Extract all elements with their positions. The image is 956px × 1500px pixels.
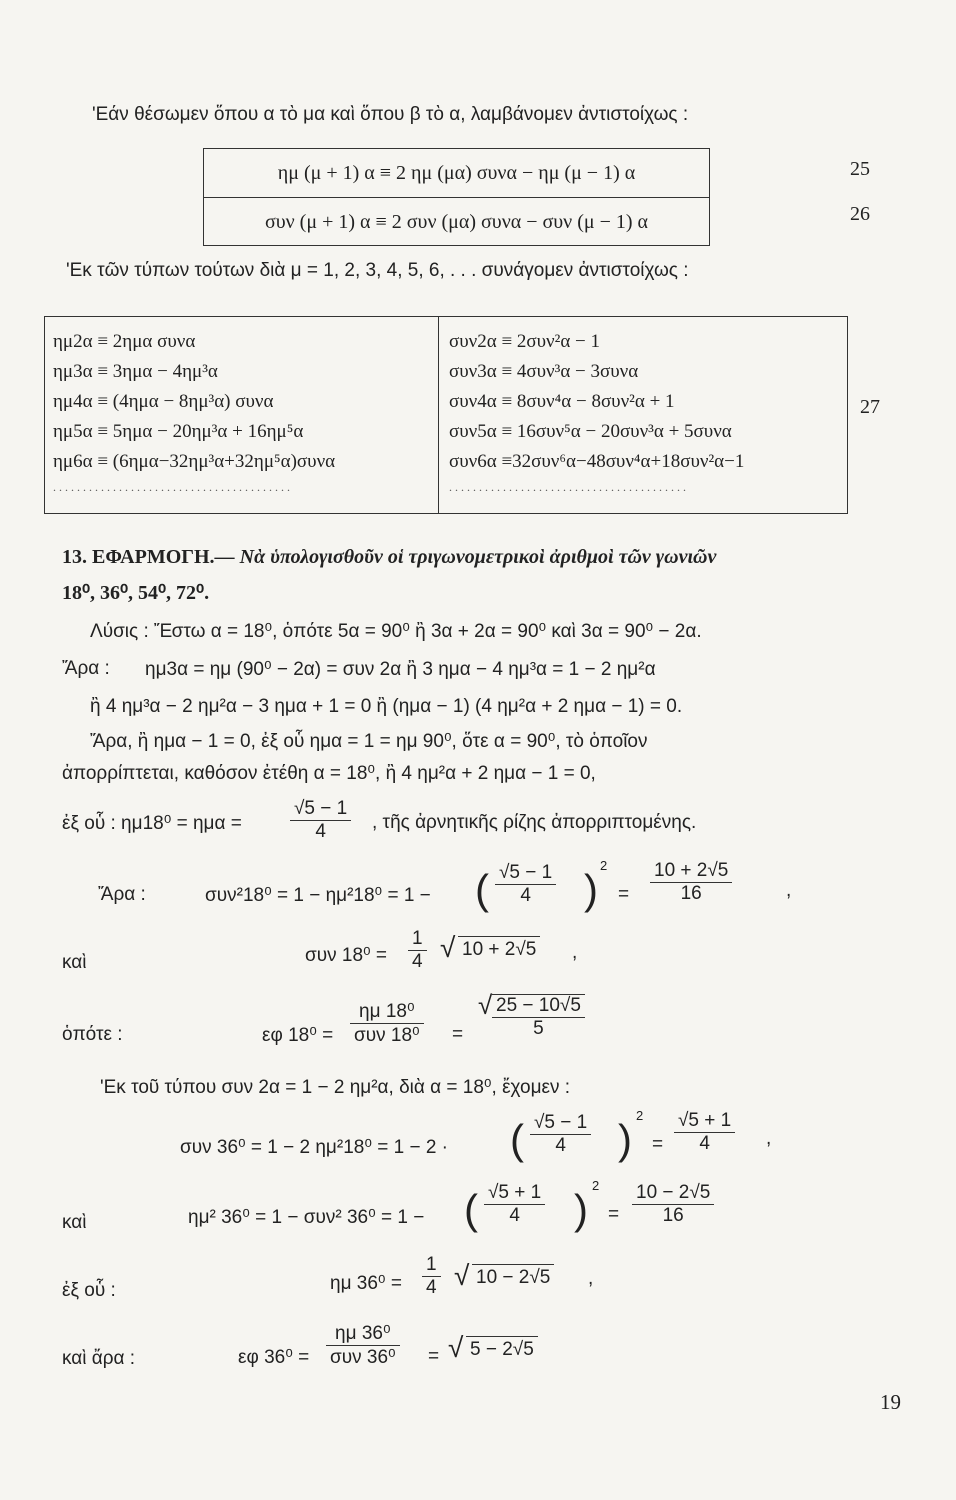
label-ex-ou: ἐξ οὗ :: [62, 1280, 116, 1301]
solution-line-10: 'Εκ τοῦ τύπου συν 2α = 1 − 2 ημ²α, διὰ α = 18⁰, ἔχομεν :: [100, 1077, 571, 1098]
sine-column: [45, 317, 439, 513]
exponent-2: 2: [600, 858, 608, 873]
numerator: 10 + 2√5: [650, 860, 732, 883]
fraction-root5m1-over-4: [530, 1112, 591, 1157]
fraction-root5m1-over-4: [495, 862, 556, 907]
section-number: 13. ΕΦΑΡΜΟΓΗ.—: [62, 546, 235, 568]
left-paren: (: [475, 866, 489, 913]
solution-line-11: συν 36⁰ = 1 − 2 ημ²18⁰ = 1 − 2 ·: [180, 1137, 449, 1158]
label-opote: ὁπότε :: [62, 1024, 123, 1045]
comma: ,: [766, 1128, 772, 1149]
cosine-row: συν6α ≡32συν⁶α−48συν⁴α+18συν²α−1: [449, 451, 745, 472]
cosine-row: συν4α ≡ 8συν⁴α − 8συν²α + 1: [449, 391, 675, 412]
comma: ,: [572, 942, 578, 963]
identity-25: ημ (μ + 1) α ≡ 2 ημ (μα) συνα − ημ (μ − 1) α: [204, 149, 709, 198]
solution-line-5: ἀπορρίπτεται, καθόσον ἐτέθη α = 18⁰, ἢ 4 ημ²α + 2 ημα − 1 = 0,: [62, 763, 596, 784]
denominator: 4: [412, 951, 423, 972]
equals: =: [428, 1346, 440, 1367]
solution-line-3: ἢ 4 ημ³α − 2 ημ²α − 3 ημα + 1 = 0 ἢ (ημα − 1) (4 ημ²α + 2 ημα − 1) = 0.: [90, 696, 683, 717]
fraction-10m2root5-over-16: [632, 1182, 714, 1227]
denominator: συν 36⁰: [330, 1347, 396, 1368]
denominator: 4: [509, 1205, 520, 1226]
numerator: ημ 18⁰: [350, 1000, 424, 1024]
fraction-sin18-over-cos18: [350, 1000, 424, 1047]
comma: ,: [588, 1268, 594, 1289]
second-line: 'Εκ τῶν τύπων τούτων διὰ μ = 1, 2, 3, 4, 5, 6, . . . συνάγομεν ἀντιστοίχως :: [66, 260, 689, 281]
fraction-sin36-over-cos36: [326, 1322, 400, 1369]
solution-line-9: εφ 18⁰ =: [262, 1025, 334, 1046]
label-kai-2: καὶ: [62, 1212, 87, 1233]
denominator: 4: [520, 885, 531, 906]
fraction-root5p1-over-4: [484, 1182, 545, 1227]
right-paren: ): [574, 1186, 588, 1233]
section-title: Νὰ ὑπολογισθοῦν οἱ τριγωνομετρικοὶ ἀριθμοὶ τῶν γωνιῶν: [239, 546, 717, 568]
cosine-column: [439, 317, 847, 513]
numerator: 1: [408, 928, 427, 951]
numerator: √5 + 1: [484, 1182, 545, 1205]
numerator: √5 − 1: [530, 1112, 591, 1135]
radical-sign: √: [478, 990, 493, 1020]
label-ara-1: Ἄρα :: [62, 658, 110, 679]
cosine-row: συν5α ≡ 16συν⁵α − 20συν³α + 5συνα: [449, 421, 732, 442]
intro-line: 'Εάν θέσωμεν ὅπου α τὸ μα καὶ ὅπου β τὸ α, λαμβάνομεν ἀντιστοίχως :: [92, 104, 689, 125]
cosine-row: συν2α ≡ 2συν²α − 1: [449, 331, 601, 352]
right-paren: ): [584, 866, 598, 913]
radicand-10p2root5: 10 + 2√5: [458, 936, 540, 963]
sine-row: ημ4α ≡ (4ημα − 8ημ³α) συνα: [53, 391, 274, 412]
numerator: √5 + 1: [674, 1110, 735, 1133]
eq-number-26: 26: [850, 203, 870, 225]
solution-line-14: εφ 36⁰ =: [238, 1347, 310, 1368]
solution-line-6-pre: ἐξ οὗ : ημ18⁰ = ημα =: [62, 813, 242, 834]
comma: ,: [786, 880, 792, 901]
exponent-2: 2: [592, 1178, 600, 1193]
numerator: √5 − 1: [495, 862, 556, 885]
denominator: συν 18⁰: [354, 1025, 420, 1046]
equals: =: [652, 1134, 664, 1155]
cosine-row: συν3α ≡ 4συν³α − 3συνα: [449, 361, 639, 382]
denominator: 16: [662, 1205, 684, 1226]
identity-box-25-26: [203, 148, 710, 246]
solution-line-6-post: , τῆς ἀρνητικῆς ρίζης ἀπορριπτομένης.: [372, 812, 697, 833]
fraction-1-over-4: [422, 1254, 441, 1299]
page-number: 19: [880, 1390, 901, 1414]
exponent-2: 2: [636, 1108, 644, 1123]
dots: ........................................: [53, 480, 293, 494]
solution-line-13: ημ 36⁰ =: [330, 1273, 402, 1294]
identity-26: συν (μ + 1) α ≡ 2 συν (μα) συνα − συν (μ − 1) α: [264, 210, 649, 233]
multiple-angle-table: [44, 316, 848, 514]
radical-sign: √: [448, 1332, 464, 1363]
radicand-10m2root5: 10 − 2√5: [472, 1264, 554, 1291]
denominator: 4: [555, 1135, 566, 1156]
fraction-root5p1-over-4: [674, 1110, 735, 1155]
section-angles: 18⁰, 36⁰, 54⁰, 72⁰.: [62, 582, 210, 604]
radicand-5m2root5: 5 − 2√5: [466, 1336, 538, 1363]
label-kai-1: καὶ: [62, 952, 87, 973]
left-paren: (: [464, 1186, 478, 1233]
left-paren: (: [510, 1116, 524, 1163]
numerator: √5 − 1: [290, 798, 351, 821]
numerator: 1: [422, 1254, 441, 1277]
equals: =: [452, 1024, 464, 1045]
fraction-root5m1-over-4: [290, 798, 351, 843]
label-ara-2: Ἄρα :: [98, 884, 146, 905]
sine-row: ημ2α ≡ 2ημα συνα: [53, 331, 196, 352]
numerator: 10 − 2√5: [632, 1182, 714, 1205]
denominator: 4: [315, 821, 326, 842]
denominator: 16: [680, 883, 702, 904]
radical-sign: √: [440, 932, 456, 963]
sine-row: ημ3α ≡ 3ημα − 4ημ³α: [53, 361, 218, 382]
denominator: 5: [533, 1018, 544, 1039]
fraction-root25-over-5: [492, 994, 585, 1040]
equals: =: [618, 884, 630, 905]
sine-row: ημ6α ≡ (6ημα−32ημ³α+32ημ⁵α)συνα: [53, 451, 336, 472]
label-kai-ara: καὶ ἄρα :: [62, 1348, 136, 1369]
solution-line-4: Ἄρα, ἢ ημα − 1 = 0, ἐξ οὗ ημα = 1 = ημ 90⁰, ὅτε α = 90⁰, τὸ ὁποῖον: [90, 731, 648, 752]
solution-line-2: ημ3α = ημ (90⁰ − 2α) = συν 2α ἢ 3 ημα − 4 ημ³α = 1 − 2 ημ²α: [145, 659, 656, 680]
numerator: 25 − 10√5: [492, 994, 585, 1018]
solution-line-12: ημ² 36⁰ = 1 − συν² 36⁰ = 1 −: [188, 1207, 425, 1228]
fraction-10p2root5-over-16: [650, 860, 732, 905]
right-paren: ): [618, 1116, 632, 1163]
solution-line-1: Λύσις : Ἔστω α = 18⁰, ὁπότε 5α = 90⁰ ἢ 3α + 2α = 90⁰ καὶ 3α = 90⁰ − 2α.: [90, 621, 702, 642]
solution-line-8: συν 18⁰ =: [305, 945, 388, 966]
equals: =: [608, 1204, 620, 1225]
denominator: 4: [426, 1277, 437, 1298]
numerator: ημ 36⁰: [326, 1322, 400, 1346]
solution-line-7-pre: συν²18⁰ = 1 − ημ²18⁰ = 1 −: [205, 885, 431, 906]
eq-number-27: 27: [860, 396, 880, 418]
denominator: 4: [699, 1133, 710, 1154]
section-heading: [62, 546, 716, 569]
eq-number-25: 25: [850, 158, 870, 180]
radical-sign: √: [454, 1260, 470, 1291]
sine-row: ημ5α ≡ 5ημα − 20ημ³α + 16ημ⁵α: [53, 421, 304, 442]
dots: ........................................: [449, 480, 689, 494]
fraction-1-over-4: [408, 928, 427, 973]
